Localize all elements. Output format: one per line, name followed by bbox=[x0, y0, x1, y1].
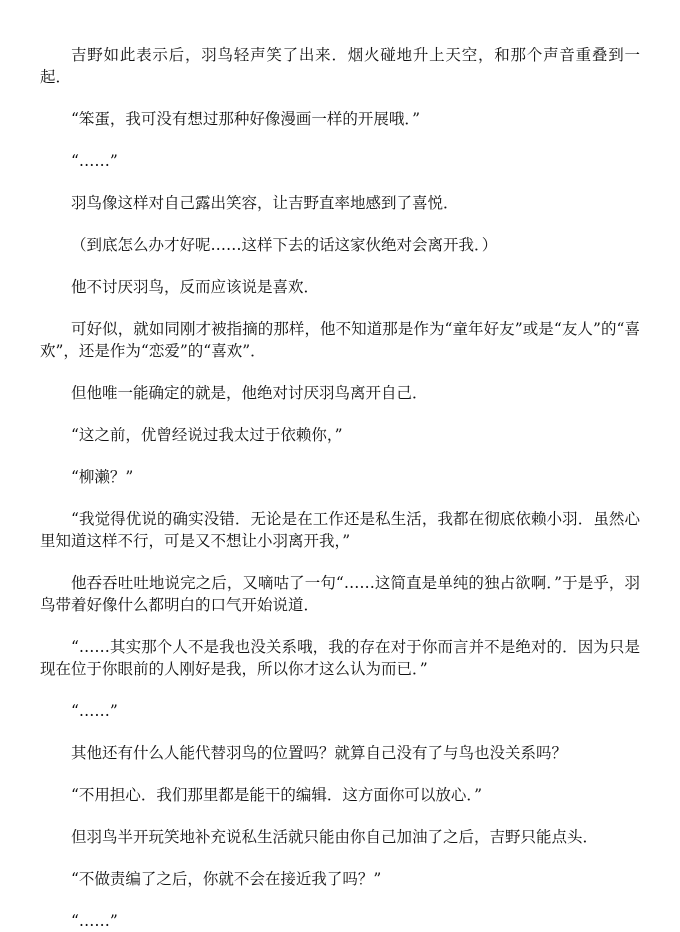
paragraph: “这之前，优曾经说过我太过于依赖你，” bbox=[71, 426, 343, 444]
paragraph: 羽鸟像这样对自己露出笑容，让吉野直率地感到了喜悦． bbox=[71, 194, 459, 212]
paragraph: 其他还有什么人能代替羽鸟的位置吗？就算自己没有了与鸟也没关系吗？ bbox=[71, 744, 568, 762]
paragraph: “笨蛋，我可没有想过那种好像漫画一样的开展哦．” bbox=[71, 110, 421, 128]
paragraph: “不用担心．我们那里都是能干的编辑．这方面你可以放心．” bbox=[71, 786, 483, 804]
paragraph: 但他唯一能确定的就是，他绝对讨厌羽鸟离开自己． bbox=[71, 384, 428, 402]
paragraph: 他吞吞吐吐地说完之后，又嘀咕了一句“……这简直是单纯的独占欲啊．”于是乎，羽鸟带着好像什么都明白的口气开始说道． bbox=[40, 574, 640, 614]
paragraph: 他不讨厌羽鸟，反而应该说是喜欢． bbox=[71, 278, 320, 296]
paragraph: 吉野如此表示后，羽鸟轻声笑了出来．烟火碰地升上天空，和那个声音重叠到一起． bbox=[40, 46, 640, 86]
paragraph: （到底怎么办才好呢……这样下去的话这家伙绝对会离开我．） bbox=[71, 236, 498, 254]
paragraph: 可好似，就如同刚才被指摘的那样，他不知道那是作为“童年好友”或是“友人”的“喜欢”，还是作为“恋爱”的“喜欢”． bbox=[40, 320, 640, 360]
paragraph: “不做责编了之后，你就不会在接近我了吗？” bbox=[71, 870, 382, 888]
paragraph: “我觉得优说的确实没错．无论是在工作还是私生活，我都在彻底依赖小羽．虽然心里知道这样不行，可是又不想让小羽离开我，” bbox=[40, 510, 640, 550]
paragraph: “柳濑？” bbox=[71, 468, 134, 486]
paragraph: “……” bbox=[71, 702, 118, 720]
paragraph: 但羽鸟半开玩笑地补充说私生活就只能由你自己加油了之后，吉野只能点头． bbox=[71, 828, 599, 846]
paragraph: “……” bbox=[71, 912, 118, 930]
paragraph: “……其实那个人不是我也没关系哦，我的存在对于你而言并不是绝对的．因为只是现在位于你眼前的人刚好是我，所以你才这么认为而已．” bbox=[40, 638, 640, 678]
paragraph: “……” bbox=[71, 152, 118, 170]
